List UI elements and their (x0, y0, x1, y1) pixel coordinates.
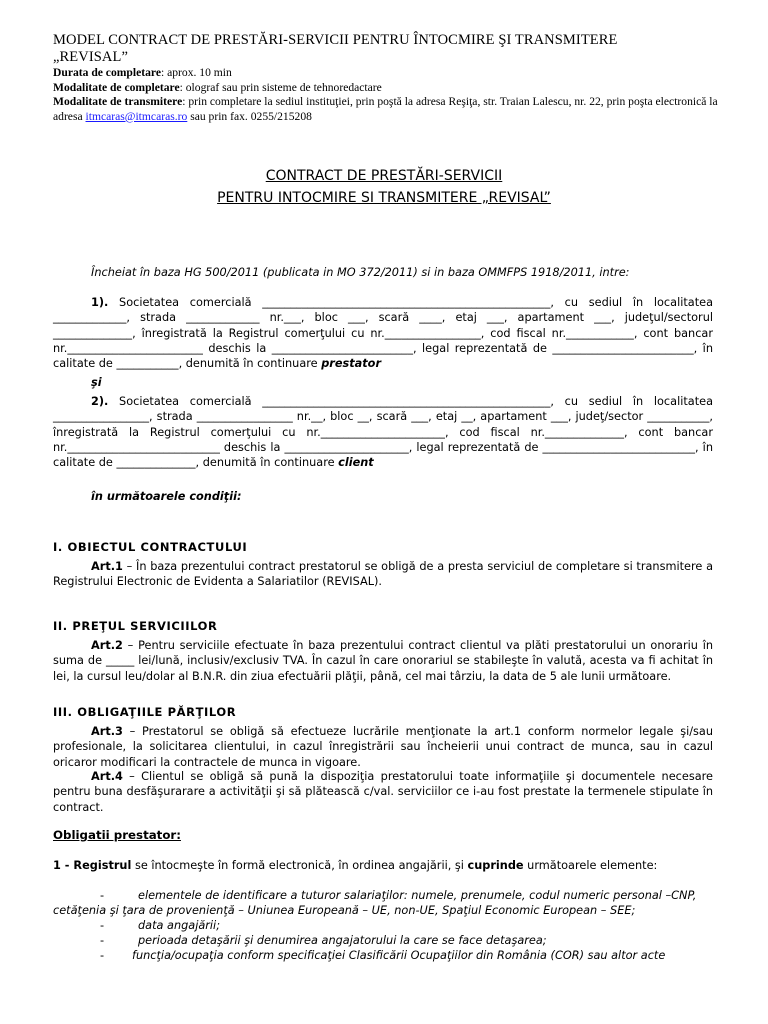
registru-bold1: Registrul (73, 859, 132, 872)
section-title-obiect: I. OBIECTUL CONTRACTULUI (53, 540, 248, 554)
party2-text: Societatea comercială ___________________________________________________, cu sediul în localitatea _________________, strada _________________ nr.__, bloc __, scară ___, etaj __, apartament ___, judeţ/sector ___________, înregistrată la Registrul comerţului cu nr.______________________, cod fiscal nr.______________, cont bancar nr.___________________________ deschis la ______________________, legal reprezentată de ___________________________, în calitate de ______________, denumită în continuare (53, 395, 713, 470)
bullet-dash: - (100, 934, 105, 948)
intro-text: Încheiat în baza HG 500/2011 (publicata in MO 372/2011) si in baza OMMFPS 1918/2011, intre: (91, 266, 630, 279)
art1-text: – În baza prezentului contract prestatorul se obligă de a presta serviciul de completare si transmitere a Registrului Electronic de Evidenta a Salariatilor (REVISAL). (53, 560, 713, 589)
list-item-text: data angajării; (138, 919, 221, 932)
registru-mid: se întocmeşte în formă electronică, în ordinea angajării, şi (131, 859, 468, 872)
registru-prefix: 1 - (53, 859, 74, 872)
party1-paragraph (53, 295, 713, 371)
durata-label: Durata de completare (53, 66, 161, 79)
section-title-pret: II. PREŢUL SERVICIILOR (53, 619, 218, 633)
art2-paragraph (53, 638, 713, 684)
email-link[interactable]: itmcaras@itmcaras.ro (85, 109, 188, 123)
bullet-dash: - (100, 919, 105, 932)
obligatii-prestator-title: Obligatii prestator: (53, 828, 181, 842)
registru-bold2: cuprinde (467, 859, 524, 872)
art3-paragraph (53, 724, 713, 770)
list-item-text: elementele de identificare a tuturor salariaţilor: numele, prenumele, codul numeric personal –CNP, (138, 889, 697, 902)
art3-label: Art.3 (91, 725, 123, 738)
party1-number: 1). (91, 296, 109, 309)
bullet-dash: - (100, 889, 105, 902)
list-item-continuation: cetăţenia şi ţara de provenienţă – Uniunea Europeană – UE, non-UE, Spaţiul Economic European – SEE; (53, 904, 636, 917)
art2-label: Art.2 (91, 639, 123, 652)
party1-text: Societatea comercială ___________________________________________________, cu sediul în localitatea _____________, strada _____________ nr.___, bloc ___, scară ____, etaj ___, apartament ___, judeţul/sectorul ______________, înregistrată la Registrul comerţului cu nr._________________, cod fiscal nr.____________, cont bancar nr.________________________ deschis la _________________________, legal reprezentată de _________________________, în calitate de ___________, denumită în continuare (53, 296, 713, 371)
list-item (100, 948, 720, 963)
si-conjunction: şi (91, 376, 102, 389)
art4-label: Art.4 (91, 770, 123, 783)
document-header (53, 32, 733, 124)
modalitate-completare-value: : olograf sau prin sisteme de tehnoredactare (179, 80, 382, 94)
section-title-obligatii: III. OBLIGAŢIILE PĂRŢILOR (53, 705, 237, 719)
model-title-line2: „REVISAL” (53, 49, 128, 65)
bullet-dash: - (100, 949, 105, 963)
conditions-text: în următoarele condiţii: (91, 490, 242, 503)
modalitate-completare-label: Modalitate de completare (53, 80, 180, 94)
registru-paragraph (53, 858, 713, 873)
party1-role: prestator (321, 357, 382, 371)
registru-end: următoarele elemente: (523, 859, 658, 872)
list-item-text: funcţia/ocupaţia conform specificaţiei Clasificării Ocupaţiilor din România (COR) sau altor acte (132, 949, 666, 963)
elements-list (100, 888, 720, 903)
art2-text: – Pentru serviciile efectuate în baza prezentului contract clientul va plăti prestatorului un onorariu în suma de _____ lei/lună, inclusiv/exclusiv TVA. În cazul în care onorariul se stabileşte în valută, acesta va fi achitat în lei, la cursul leu/dolar al B.N.R. din ziua efectuării plăţii, până, cel mai târziu, la data de 5 ale lunii următoare. (53, 639, 713, 683)
modalitate-transmitere-value: : prin completare la sediul instituţiei, prin poştă la adresa Reşiţa, str. Traian Lalescu, nr. 22, prin poşta electronică la adresa (53, 95, 718, 123)
art1-label: Art.1 (91, 560, 123, 573)
model-title-line1: MODEL CONTRACT DE PRESTĂRI-SERVICII PENTRU ÎNTOCMIRE ŞI TRANSMITERE (53, 32, 618, 48)
durata-line (53, 66, 733, 81)
art4-paragraph (53, 769, 713, 815)
art4-text: – Clientul se obligă să pună la dispoziţia prestatorului toate informaţiile şi documentele necesare pentru buna desfăşurarare a activităţii şi să plătească c/val. serviciilor ce i-au fost prestate la termenele stipulate în contract. (53, 770, 713, 814)
art3-text: – Prestatorul se obligă să efectueze lucrările menţionate la art.1 conform normelor legale şi/sau profesionale, la solicitarea clientului, in cazul înregistrării sau încheierii unui contract de munca, sau in cazul oricaror modificari la contractele de munca in vigoare. (53, 725, 713, 769)
durata-value: : aprox. 10 min (160, 66, 232, 79)
contract-title-line1: CONTRACT DE PRESTĂRI-SERVICII (265, 168, 503, 184)
model-title (53, 32, 733, 66)
art1-paragraph (53, 559, 713, 590)
party2-role: client (338, 456, 374, 470)
list-item (100, 933, 720, 948)
list-item-text: perioada detaşării şi denumirea angajatorului la care se face detaşarea; (138, 934, 547, 948)
modalitate-transmitere-label: Modalitate de transmitere (53, 95, 183, 108)
party2-paragraph (53, 394, 713, 470)
contract-title-line2: PENTRU INTOCMIRE SI TRANSMITERE „REVISAL” (217, 190, 551, 206)
party2-number: 2). (91, 395, 109, 408)
modalitate-transmitere-line (53, 95, 733, 124)
list-item (100, 888, 720, 903)
modalitate-completare-line (53, 81, 733, 96)
list-item (100, 918, 720, 933)
elements-list-rest (100, 918, 720, 964)
fax-text: sau prin fax. 0255/215208 (187, 109, 312, 123)
